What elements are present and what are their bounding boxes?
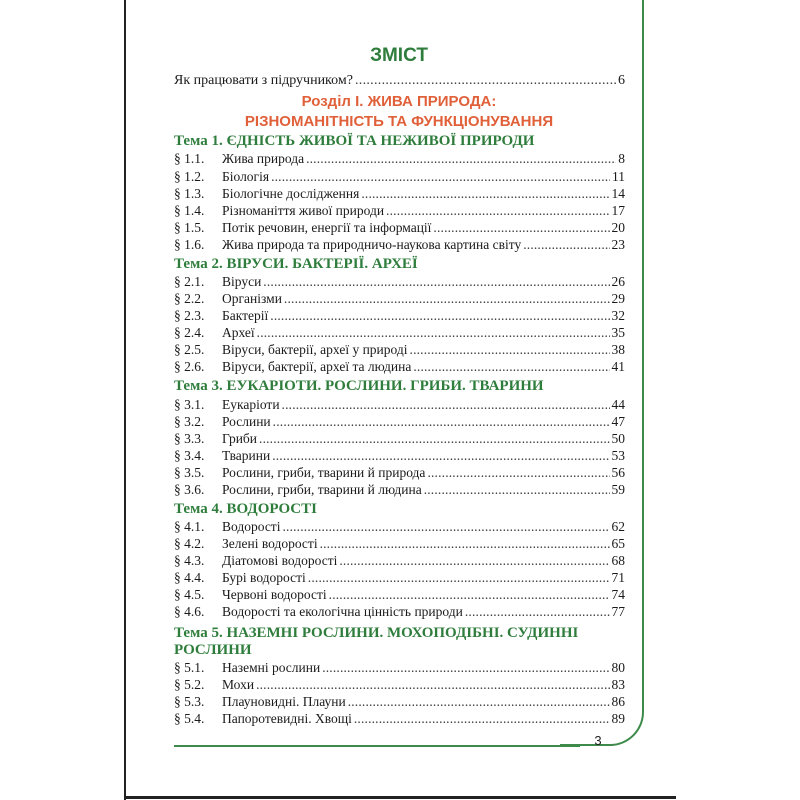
entry-number: § 4.6. [174, 604, 205, 619]
toc-entry[interactable] [174, 168, 625, 186]
dot-leader [272, 447, 609, 465]
entry-number: § 2.6. [174, 359, 205, 374]
entry-number: § 4.5. [174, 587, 205, 602]
entry-number: § 4.2. [174, 536, 205, 551]
entry-title: Мохи [222, 677, 255, 692]
entry-title: Віруси, бактерії, археї у природі [222, 342, 408, 357]
entry-title: Плауновидні. Плауни [222, 694, 346, 709]
toc-entry[interactable] [174, 396, 625, 414]
entry-page: 29 [611, 291, 625, 306]
entry-title: Бурі водорості [222, 570, 306, 585]
dot-leader [410, 341, 610, 359]
toc-entry[interactable] [174, 481, 625, 499]
entry-page: 17 [611, 203, 625, 218]
toc-entry[interactable] [174, 324, 625, 342]
dot-leader [273, 413, 610, 431]
entry-title: Тварини [222, 448, 271, 463]
section-heading [174, 92, 624, 132]
section-heading-line2: РІЗНОМАНІТНІСТЬ ТА ФУНКЦІОНУВАННЯ [244, 113, 554, 130]
dot-leader [322, 659, 609, 677]
dot-leader [320, 535, 610, 553]
dot-leader [257, 324, 610, 342]
dot-leader [433, 219, 609, 237]
entry-page: 32 [611, 308, 625, 323]
entry-number: § 2.2. [174, 291, 205, 306]
dot-leader [259, 430, 609, 448]
entry-page: 62 [611, 519, 625, 534]
toc-entry[interactable] [174, 518, 625, 536]
entry-title: Жива природа [222, 151, 305, 166]
dot-leader [355, 71, 616, 91]
dot-leader [354, 710, 610, 728]
toc-entry[interactable] [174, 569, 625, 587]
entry-title: Віруси, бактерії, археї та людина [222, 359, 412, 374]
topic-heading-5-line1: Тема 5. НАЗЕМНІ РОСЛИНИ. МОХОПОДІБНІ. СУДИННІ [174, 625, 579, 641]
dot-leader [339, 552, 609, 570]
toc-entry-intro[interactable] [174, 71, 625, 91]
dot-leader [282, 518, 609, 536]
toc-entry[interactable] [174, 341, 625, 359]
toc-entry[interactable] [174, 586, 625, 604]
entry-page: 65 [611, 536, 625, 551]
section-heading-line1: Розділ І. ЖИВА ПРИРОДА: [301, 93, 497, 110]
entry-page: 20 [611, 220, 625, 235]
toc-entry[interactable] [174, 307, 625, 325]
toc-entry[interactable] [174, 693, 625, 711]
dot-leader [263, 273, 609, 291]
entry-page: 68 [611, 553, 625, 568]
entry-number: § 1.3. [174, 186, 205, 201]
entry-page: 47 [611, 414, 625, 429]
entry-page: 38 [611, 342, 625, 357]
entry-number: § 1.6. [174, 237, 205, 252]
entry-page: 41 [611, 359, 625, 374]
entry-page: 53 [611, 448, 625, 463]
entry-title: Потік речовин, енергії та інформації [222, 220, 432, 235]
dot-leader [256, 676, 609, 694]
entry-title: Бактерії [222, 308, 269, 323]
toc-entry[interactable] [174, 676, 625, 694]
entry-number: § 3.3. [174, 431, 205, 446]
topic-heading-4: Тема 4. ВОДОРОСТІ [174, 501, 317, 517]
dot-leader [465, 603, 610, 621]
toc-entry[interactable] [174, 603, 625, 621]
dot-leader [523, 236, 609, 254]
page-left-edge [124, 0, 126, 800]
entry-title: Рослини, гриби, тварини й природа [222, 465, 426, 480]
footer-rule [174, 745, 580, 747]
entry-title: Рослини, гриби, тварини й людина [222, 482, 422, 497]
entry-page: 23 [611, 237, 625, 252]
toc-entry[interactable] [174, 535, 625, 553]
dot-leader [348, 693, 610, 711]
toc-entry[interactable] [174, 150, 625, 168]
entry-page: 59 [611, 482, 625, 497]
entry-title: Червоні водорості [222, 587, 327, 602]
toc-entry[interactable] [174, 447, 625, 465]
entry-title: Водорості [222, 519, 281, 534]
toc-entry[interactable] [174, 236, 625, 254]
dot-leader [271, 168, 610, 186]
entry-page: 86 [611, 694, 625, 709]
dot-leader [282, 396, 610, 414]
entry-page: 71 [611, 570, 625, 585]
entry-title: Організми [222, 291, 282, 306]
entry-number: § 1.4. [174, 203, 205, 218]
entry-title: Як працювати з підручником? [174, 73, 353, 88]
page-number: 3 [594, 733, 602, 748]
entry-page: 50 [611, 431, 625, 446]
toc-entry[interactable] [174, 413, 625, 431]
entry-number: § 3.6. [174, 482, 205, 497]
topic-heading-3: Тема 3. ЕУКАРІОТИ. РОСЛИНИ. ГРИБИ. ТВАРИНИ [174, 378, 544, 394]
dot-leader [386, 202, 609, 220]
entry-page: 74 [611, 587, 625, 602]
dot-leader [284, 290, 610, 308]
dot-leader [424, 481, 610, 499]
entry-number: § 5.3. [174, 694, 205, 709]
entry-number: § 1.1. [174, 151, 205, 166]
entry-page: 44 [611, 397, 625, 412]
toc-entry[interactable] [174, 430, 625, 448]
toc-entry[interactable] [174, 659, 625, 677]
dot-leader [361, 185, 609, 203]
entry-title: Віруси [222, 274, 262, 289]
entry-number: § 2.5. [174, 342, 205, 357]
page-bottom-edge [124, 796, 676, 799]
entry-number: § 5.4. [174, 711, 205, 726]
toc-entry[interactable] [174, 290, 625, 308]
entry-number: § 2.3. [174, 308, 205, 323]
toc-entry[interactable] [174, 219, 625, 237]
entry-number: § 4.4. [174, 570, 205, 585]
entry-title: Діатомові водорості [222, 553, 338, 568]
entry-number: § 3.5. [174, 465, 205, 480]
entry-page: 35 [611, 325, 625, 340]
entry-title: Різноманіття живої природи [222, 203, 385, 218]
dot-leader [413, 358, 609, 376]
entry-number: § 3.1. [174, 397, 205, 412]
entry-title: Еукаріоти [222, 397, 280, 412]
entry-title: Біологічне дослідження [222, 186, 360, 201]
toc-entry[interactable] [174, 202, 625, 220]
toc-entry[interactable] [174, 358, 625, 376]
entry-page: 8 [618, 151, 625, 166]
entry-title: Біологія [222, 169, 270, 184]
topic-heading-5-line2: РОСЛИНИ [174, 642, 252, 658]
entry-page: 6 [618, 73, 625, 88]
entry-page: 26 [611, 274, 625, 289]
entry-page: 77 [611, 604, 625, 619]
entry-number: § 2.4. [174, 325, 205, 340]
toc-entry[interactable] [174, 710, 625, 728]
entry-title: Археї [222, 325, 255, 340]
topic-heading-1: Тема 1. ЄДНІСТЬ ЖИВОЇ ТА НЕЖИВОЇ ПРИРОДИ [174, 133, 535, 149]
toc-entry[interactable] [174, 552, 625, 570]
toc-entry[interactable] [174, 273, 625, 291]
entry-page: 89 [611, 711, 625, 726]
entry-page: 14 [611, 186, 625, 201]
entry-number: § 4.1. [174, 519, 205, 534]
dot-leader [306, 150, 616, 168]
entry-title: Водорості та екологічна цінність природи [222, 604, 463, 619]
entry-title: Жива природа та природничо-наукова картина світу [222, 237, 522, 252]
dot-leader [329, 586, 610, 604]
entry-number: § 1.5. [174, 220, 205, 235]
entry-number: § 3.2. [174, 414, 205, 429]
toc-entry[interactable] [174, 185, 625, 203]
entry-number: § 1.2. [174, 169, 205, 184]
toc-entry[interactable] [174, 464, 625, 482]
entry-page: 80 [611, 660, 625, 675]
entry-number: § 4.3. [174, 553, 205, 568]
entry-page: 11 [612, 169, 625, 184]
entry-page: 56 [611, 465, 625, 480]
entry-number: § 5.2. [174, 677, 205, 692]
toc-title: ЗМІСТ [370, 45, 428, 66]
entry-title: Гриби [222, 431, 258, 446]
topic-heading-2: Тема 2. ВІРУСИ. БАКТЕРІЇ. АРХЕЇ [174, 256, 418, 272]
dot-leader [427, 464, 609, 482]
entry-title: Рослини [222, 414, 271, 429]
entry-number: § 2.1. [174, 274, 205, 289]
entry-page: 83 [611, 677, 625, 692]
dot-leader [308, 569, 610, 587]
entry-title: Папоротевидні. Хвощі [222, 711, 352, 726]
entry-title: Зелені водорості [222, 536, 318, 551]
topic-heading-5 [174, 625, 614, 659]
entry-number: § 3.4. [174, 448, 205, 463]
dot-leader [270, 307, 609, 325]
entry-title: Наземні рослини [222, 660, 321, 675]
entry-number: § 5.1. [174, 660, 205, 675]
